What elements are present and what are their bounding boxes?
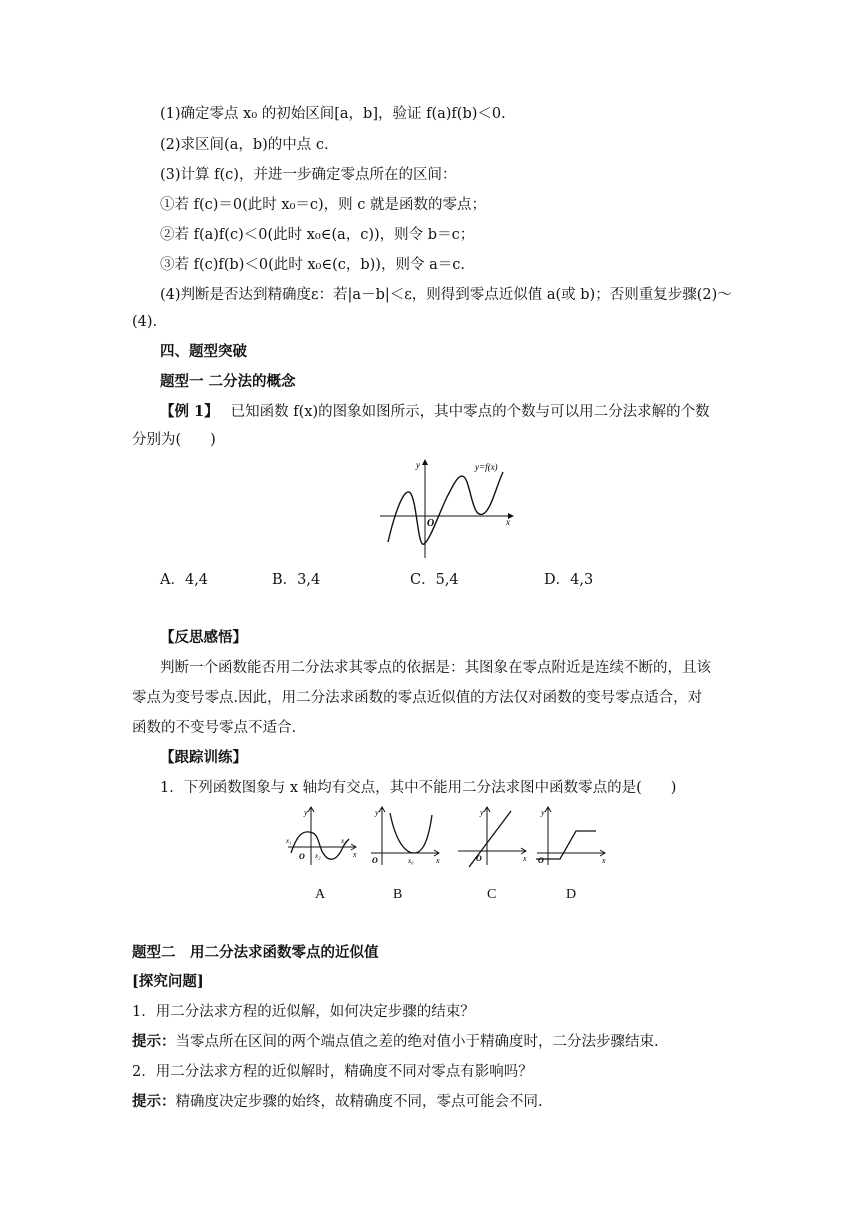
step-3: (3)计算 f(c)，并进一步确定零点所在的区间：: [160, 167, 457, 183]
practice-question1: 1．下列函数图象与 x 轴均有交点，其中不能用二分法求图中函数零点的是( ): [160, 780, 677, 796]
graph-a-y-letter: y: [304, 808, 308, 817]
graph-a-origin: O: [299, 852, 305, 861]
practice-heading: 【跟踪训练】: [160, 749, 247, 766]
hint-label-1: 提示：: [132, 1033, 176, 1050]
step-3a: ①若 f(c)＝0(此时 x₀＝c)，则 c 就是函数的零点；: [160, 197, 487, 213]
graph-label: y=f(x): [475, 462, 498, 472]
origin-letter: O: [427, 518, 435, 529]
step-4-line1: (4)判断是否达到精确度ε：若|a－b|＜ε，则得到零点近似值 a(或 b)；否则重复步骤(2)～: [160, 287, 732, 303]
step-3c: ③若 f(c)f(b)＜0(此时 x₀∈(c，b))，则令 a＝c.: [160, 257, 465, 273]
step-2: (2)求区间(a，b)的中点 c.: [160, 137, 329, 153]
graph-c-origin: O: [476, 854, 482, 863]
type2-heading: 题型二 用二分法求函数零点的近似值: [132, 944, 379, 961]
graph-d-y-letter: y: [541, 808, 545, 817]
practice-graph-d: [534, 803, 609, 868]
step-1: (1)确定零点 x₀ 的初始区间[a，b]，验证 f(a)f(b)＜0.: [160, 106, 506, 122]
example1-label: 【例 1】: [160, 403, 219, 420]
option-c: C．5,4: [410, 572, 459, 588]
type1-heading: 题型一 二分法的概念: [160, 373, 296, 390]
practice-graph-c: [455, 803, 530, 868]
step-4-line2: (4).: [132, 314, 158, 330]
graph-a-x2-letter: x₂: [315, 852, 321, 860]
example1-graph: [375, 452, 525, 564]
practice-graph-b: [368, 803, 443, 868]
option-d: D．4,3: [544, 572, 594, 588]
example1-text-line1: 已知函数 f(x)的图象如图所示，其中零点的个数与可以用二分法求解的个数: [230, 404, 710, 420]
hint-label-2: 提示：: [132, 1093, 176, 1110]
reflection-heading: 【反思感悟】: [160, 629, 247, 646]
graph-b-x-letter: x: [436, 856, 440, 865]
section-heading: 四、题型突破: [160, 343, 247, 360]
step-3b: ②若 f(a)f(c)＜0(此时 x₀∈(a，c))，则令 b＝c；: [160, 227, 475, 243]
explore-question2: 2．用二分法求方程的近似解时，精确度不同对零点有影响吗？: [132, 1064, 533, 1080]
graph-c-x-letter: x: [523, 854, 527, 863]
answer2-text: 精确度决定步骤的始终，故精确度不同，零点可能会不同.: [175, 1094, 543, 1110]
y-axis-letter: y: [416, 460, 420, 470]
graph-b-x0-letter: x₀: [408, 857, 414, 865]
reflection-line3: 函数的不变号零点不适合.: [132, 720, 297, 736]
caption-d: D: [566, 887, 577, 902]
explore-question1: 1．用二分法求方程的近似解，如何决定步骤的结束？: [132, 1004, 475, 1020]
graph-b-origin: O: [372, 856, 378, 865]
example1-line2: 分别为( ): [132, 432, 216, 448]
explore-heading: [探究问题]: [132, 973, 204, 990]
graph-a-x-letter: x: [353, 850, 357, 859]
option-a: A．4,4: [160, 572, 209, 588]
graph-b-y-letter: y: [375, 808, 379, 817]
graph-a-x1-letter: x₁: [286, 837, 292, 845]
answer1-text: 当零点所在区间的两个端点值之差的绝对值小于精确度时，二分法步骤结束.: [175, 1034, 659, 1050]
reflection-line1: 判断一个函数能否用二分法求其零点的依据是：其图象在零点附近是连续不断的，且该: [160, 660, 711, 676]
graph-c-y-letter: y: [480, 808, 484, 817]
x-axis-letter: x: [506, 517, 510, 527]
reflection-line2: 零点为变号零点.因此，用二分法求函数的零点近似值的方法仅对函数的变号零点适合，对: [132, 690, 703, 706]
caption-c: C: [487, 887, 497, 902]
option-b: B．3,4: [272, 572, 321, 588]
explore-answer2: [132, 1092, 543, 1112]
practice-graph-a: [285, 803, 360, 868]
caption-b: B: [393, 887, 403, 902]
graph-d-origin: O: [538, 856, 544, 865]
caption-a: A: [315, 887, 326, 902]
function-curve: [388, 472, 503, 544]
graph-d-x-letter: x: [602, 856, 606, 865]
example1-line1: [160, 402, 710, 422]
graph-a-x3-letter: x₃: [341, 837, 347, 845]
explore-answer1: [132, 1032, 659, 1052]
